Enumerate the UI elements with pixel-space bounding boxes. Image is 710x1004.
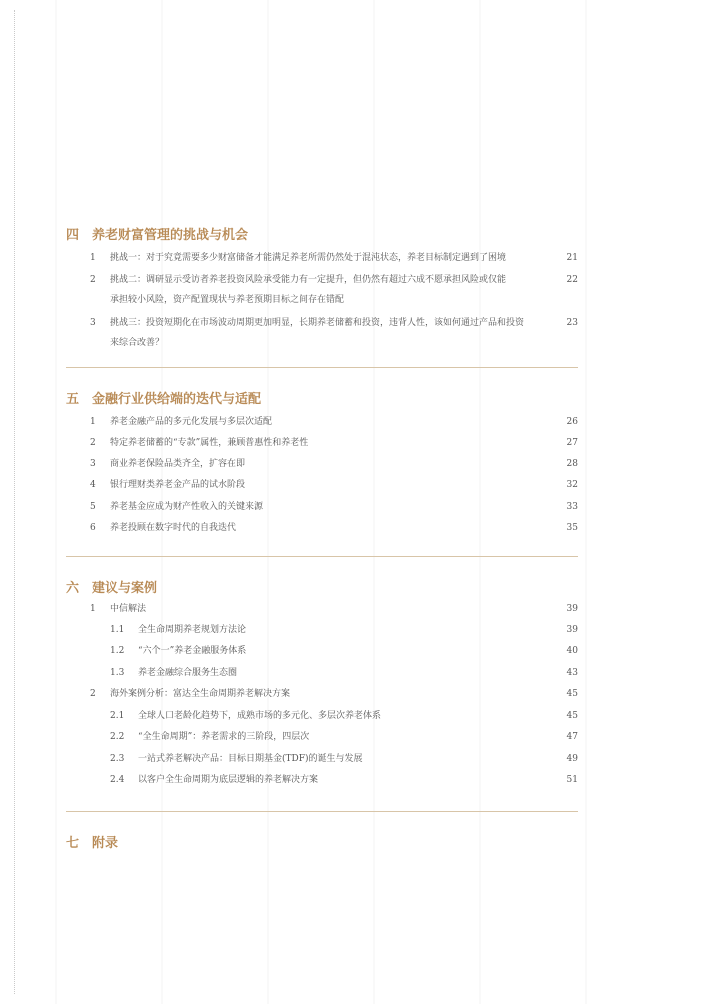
section-5: [66, 388, 578, 407]
page-margin-line: [14, 10, 15, 994]
entry-text-continued: 来综合改善？: [110, 338, 165, 348]
entry-page: 45: [566, 689, 578, 699]
entry-number: 1.3: [110, 668, 125, 678]
entry-number: 2.3: [110, 754, 125, 764]
entry-page: 32: [566, 480, 578, 490]
toc-entry[interactable]: [66, 270, 578, 310]
entry-page: 21: [566, 253, 578, 263]
entry-number: 3: [90, 318, 96, 328]
entry-page: 39: [566, 604, 578, 614]
entry-number: 4: [90, 480, 96, 490]
entry-number: 2.2: [110, 732, 125, 742]
section-divider: [66, 367, 578, 368]
section-title: 建议与案例: [92, 581, 158, 596]
entry-page: 33: [566, 502, 578, 512]
entry-page: 27: [566, 438, 578, 448]
section-title: 附录: [92, 836, 119, 851]
entry-number: 2.4: [110, 775, 125, 785]
entry-text: 养老投顾在数字时代的自我迭代: [110, 523, 237, 533]
entry-page: 35: [566, 523, 578, 533]
section-number: 七: [66, 836, 80, 851]
section-heading[interactable]: [66, 577, 578, 596]
section-heading[interactable]: [66, 388, 578, 407]
entry-text: 银行理财类养老金产品的试水阶段: [110, 480, 246, 490]
entry-number: 1: [90, 253, 96, 263]
section-number: 六: [66, 581, 80, 596]
section-number: 四: [66, 228, 80, 243]
entry-text: 中信解法: [110, 604, 147, 614]
entry-page: 39: [566, 625, 578, 635]
entry-text: 挑战二：调研显示受访者养老投资风险承受能力有一定提升，但仍然有超过六成不愿承担风险或仅能: [110, 275, 507, 285]
entry-text: 养老金融产品的多元化发展与多层次适配: [110, 417, 273, 427]
entry-page: 51: [566, 775, 578, 785]
entry-text: 一站式养老解决产品：目标日期基金(TDF)的诞生与发展: [138, 754, 363, 764]
entry-text: “全生命周期”：养老需求的三阶段，四层次: [138, 732, 310, 742]
section-number: 五: [66, 392, 80, 407]
section-7: [66, 832, 578, 851]
entry-number: 1: [90, 604, 96, 614]
entry-number: 1: [90, 417, 96, 427]
section-title: 养老财富管理的挑战与机会: [92, 228, 249, 243]
section-4: [66, 224, 578, 243]
entry-number: 3: [90, 459, 96, 469]
entry-text: 海外案例分析：富达全生命周期养老解决方案: [110, 689, 291, 699]
entry-number: 2: [90, 689, 96, 699]
section-6: [66, 577, 578, 596]
entry-text: 全生命周期养老规划方法论: [138, 625, 247, 635]
entry-text: 挑战一：对于究竟需要多少财富储备才能满足养老所需仍然处于混沌状态，养老目标制定遇到了困境: [110, 253, 507, 263]
entry-page: 28: [566, 459, 578, 469]
entry-number: 1.2: [110, 646, 125, 656]
section-title: 金融行业供给端的迭代与适配: [92, 392, 262, 407]
section-heading[interactable]: [66, 224, 578, 243]
entry-page: 22: [566, 275, 578, 285]
entry-text: “六个一”养老金融服务体系: [138, 646, 247, 656]
entry-number: 1.1: [110, 625, 125, 635]
entry-text: 养老金融综合服务生态圈: [138, 668, 238, 678]
entry-number: 2.1: [110, 711, 125, 721]
section-heading[interactable]: [66, 832, 578, 851]
entry-text: 特定养老储蓄的“专款”属性，兼顾普惠性和养老性: [110, 438, 309, 448]
entry-page: 40: [566, 646, 578, 656]
toc-entry[interactable]: [66, 313, 578, 353]
section-divider: [66, 811, 578, 812]
entry-text: 养老基金应成为财产性收入的关键来源: [110, 502, 264, 512]
entry-page: 49: [566, 754, 578, 764]
entry-text-continued: 承担较小风险，资产配置现状与养老预期目标之间存在错配: [110, 295, 345, 305]
entry-number: 5: [90, 502, 96, 512]
entry-text: 商业养老保险品类齐全，扩容在即: [110, 459, 246, 469]
section-divider: [66, 556, 578, 557]
entry-page: 43: [566, 668, 578, 678]
entry-page: 23: [566, 318, 578, 328]
entry-page: 47: [566, 732, 578, 742]
entry-text: 以客户全生命周期为底层逻辑的养老解决方案: [138, 775, 319, 785]
entry-number: 2: [90, 275, 96, 285]
entry-text: 挑战三：投资短期化在市场波动周期更加明显，长期养老储蓄和投资，违背人性，该如何通过产品和投资: [110, 318, 525, 328]
entry-number: 2: [90, 438, 96, 448]
entry-page: 26: [566, 417, 578, 427]
entry-text: 全球人口老龄化趋势下，成熟市场的多元化、多层次养老体系: [138, 711, 382, 721]
entry-page: 45: [566, 711, 578, 721]
entry-number: 6: [90, 523, 96, 533]
